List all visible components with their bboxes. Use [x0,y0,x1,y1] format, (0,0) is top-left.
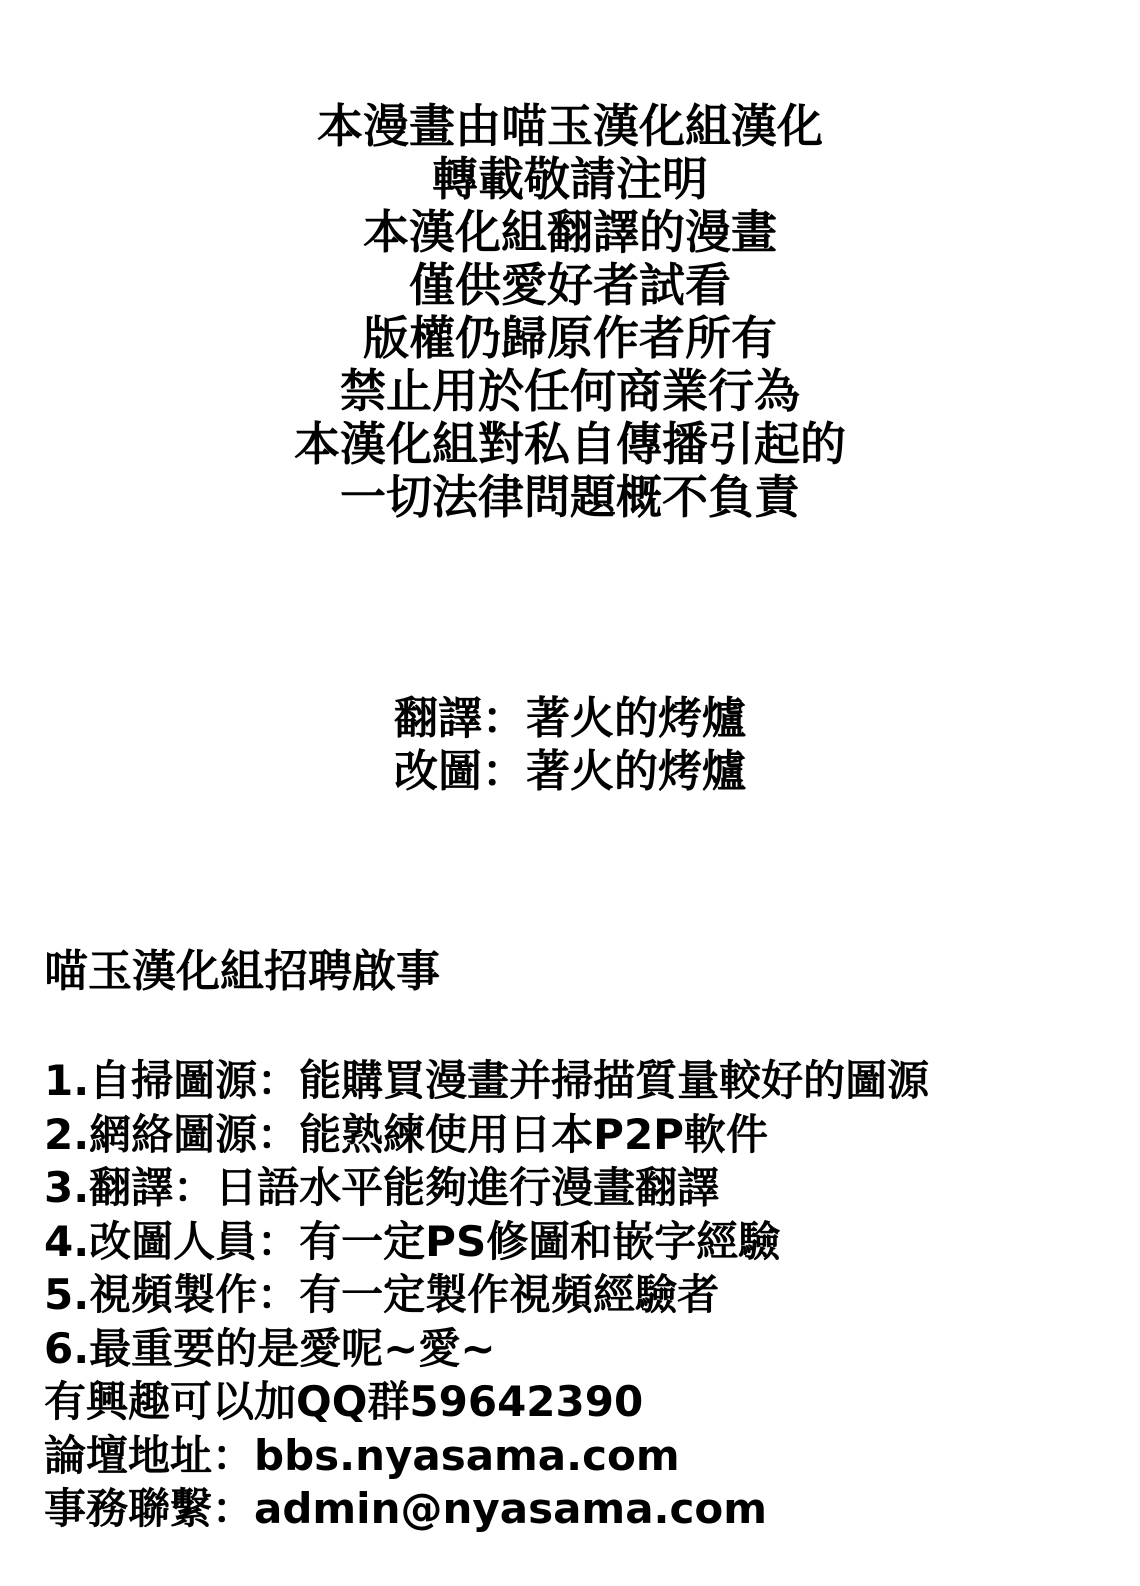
notice-line: 禁止用於任何商業行為 [340,364,800,418]
notice-line: 轉載敬請注明 [432,152,708,206]
staff-credits [0,692,1140,798]
notice-line: 僅供愛好者試看 [409,258,731,312]
notice-line: 本漢化組對私自傳播引起的 [294,417,846,471]
recruitment-item: 3.翻譯：日語水平能夠進行漫畫翻譯 [44,1163,720,1212]
recruitment-item: 6.最重要的是愛呢~愛~ [44,1323,496,1373]
recruitment-item: 2.網絡圖源：能熟練使用日本P2P軟件 [44,1109,768,1159]
recruitment-item: 4.改圖人員：有一定PS修圖和嵌字經驗 [44,1216,781,1266]
recruitment-list [44,1054,1124,1536]
notice-line: 本漢化組翻譯的漫畫 [363,205,777,259]
editing-credit: 改圖：著火的烤爐 [394,746,746,797]
disclaimer-notice [0,100,1140,524]
recruitment-item: 5.視頻製作：有一定製作視頻經驗者 [44,1270,720,1319]
recruitment-item: 1.自掃圖源：能購買漫畫并掃描質量較好的圖源 [44,1056,930,1105]
qq-group-info: 有興趣可以加QQ群59642390 [44,1377,644,1426]
notice-line: 一切法律問題概不負責 [340,470,800,524]
notice-line: 版權仍歸原作者所有 [363,311,777,365]
notice-line: 本漫畫由喵玉漢化組漢化 [317,99,823,153]
recruitment-title: 喵玉漢化組招聘啟事 [44,946,440,997]
forum-address: 論壇地址：bbs.nyasama.com [44,1430,680,1480]
contact-email: 事務聯繫：admin@nyasama.com [44,1484,768,1533]
translation-credit: 翻譯：著火的烤爐 [394,693,746,744]
